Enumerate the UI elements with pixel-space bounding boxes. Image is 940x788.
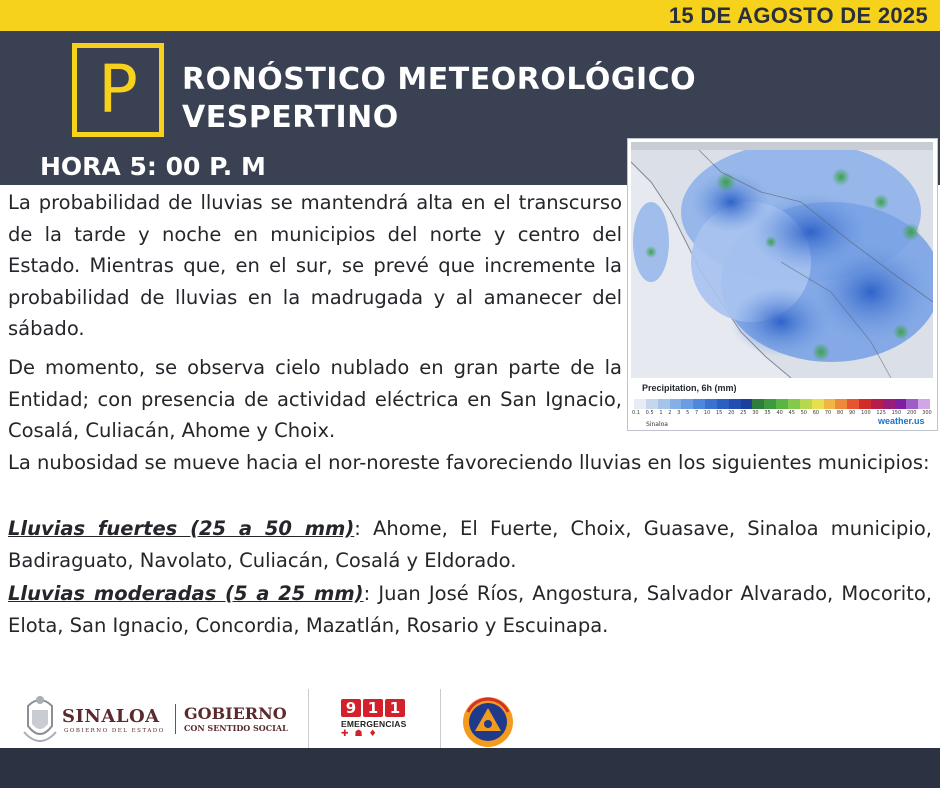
scale-swatch [824, 399, 836, 409]
date-label: 15 DE AGOSTO DE 2025 [668, 3, 928, 28]
map-caption: Precipitation, 6h (mm) [642, 383, 737, 393]
paragraph-cloud-movement: La nubosidad se mueve hacia el nor-noreste favoreciendo lluvias en los siguientes municipios: [8, 451, 930, 474]
footer-logos [0, 682, 940, 748]
scale-tick: 3 [677, 410, 681, 416]
scale-tick: 2 [668, 410, 672, 416]
scale-tick: 5 [686, 410, 690, 416]
digit: 1 [385, 699, 405, 717]
scale-swatch [918, 399, 930, 409]
proteccion-civil-icon [462, 696, 514, 748]
heavy-rain-label: Lluvias fuertes (25 a 50 mm) [8, 517, 355, 540]
digit: 9 [341, 699, 361, 717]
scale-tick: 45 [788, 410, 795, 416]
moderate-rain-label: Lluvias moderadas (5 a 25 mm) [8, 582, 364, 605]
scale-tick: 30 [752, 410, 759, 416]
scale-tick: 125 [876, 410, 886, 416]
title-line-1: RONÓSTICO METEOROLÓGICO [182, 62, 697, 97]
sinaloa-logo-subtitle: GOBIERNO DEL ESTADO [64, 728, 165, 734]
scale-swatch [835, 399, 847, 409]
scale-swatch [812, 399, 824, 409]
scale-swatch [883, 399, 895, 409]
scale-swatch [752, 399, 764, 409]
heavy-rain-paragraph [8, 513, 932, 576]
paragraph-forecast: La probabilidad de lluvias se mantendrá alta en el transcurso de la tarde y noche en municipios del norte y centro del Estado. Mientras que, en el sur, se prevé que incremente la probabilidad de lluvias en la madrugada y al amanecer del sábado. [8, 191, 622, 340]
map-brand: weather.us [878, 416, 925, 426]
map-color-scale [634, 399, 930, 409]
heavy-rain-list: : Ahome, El Fuerte, Choix, Guasave, Sinaloa municipio, Badiraguato, Navolato, Culiacán, Cosalá y Eldorado. [8, 517, 932, 572]
bottom-bar [0, 748, 940, 788]
map-image [631, 142, 933, 378]
moderate-rain-list: : Juan José Ríos, Angostura, Salvador Alvarado, Mocorito, Elota, San Ignacio, Concordia, Mazatlán, Rosario y Escuinapa. [8, 582, 933, 637]
scale-tick: 40 [776, 410, 783, 416]
scale-tick: 15 [715, 410, 723, 416]
scale-swatch [646, 399, 658, 409]
scale-swatch [634, 399, 646, 409]
scale-tick: 100 [861, 410, 871, 416]
emergencias-911-logo [341, 699, 405, 749]
title-line-2: VESPERTINO [182, 100, 399, 135]
map-graphic [631, 142, 933, 378]
precipitation-map [627, 138, 938, 431]
scale-swatch [658, 399, 670, 409]
scale-swatch [741, 399, 753, 409]
emergencias-label: EMERGENCIAS [341, 719, 407, 729]
scale-swatch [895, 399, 907, 409]
scale-swatch [764, 399, 776, 409]
gobierno-logo-name: GOBIERNO [184, 704, 287, 723]
scale-tick: 35 [764, 410, 771, 416]
scale-tick: 0.1 [632, 410, 640, 416]
scale-tick: 7 [694, 410, 699, 416]
logo-divider [175, 704, 176, 734]
scale-swatch [800, 399, 812, 409]
emergency-digits [341, 699, 405, 717]
scale-swatch [670, 399, 682, 409]
map-region-label: Sinaloa [646, 421, 668, 428]
scale-tick: 90 [849, 410, 856, 416]
page-title [182, 61, 696, 137]
scale-swatch [705, 399, 717, 409]
title-initial: P [98, 51, 138, 128]
scale-swatch [693, 399, 705, 409]
digit: 1 [363, 699, 383, 717]
scale-tick: 200 [906, 410, 917, 416]
scale-tick: 0.5 [645, 410, 654, 416]
footer-separator [440, 689, 441, 749]
emergency-services-icons: ✚☗♦ [341, 729, 383, 739]
title-initial-box [72, 43, 164, 137]
state-coat-of-arms-icon [22, 692, 58, 748]
scale-swatch [871, 399, 883, 409]
scale-swatch [681, 399, 693, 409]
scale-swatch [859, 399, 871, 409]
scale-swatch [717, 399, 729, 409]
scale-tick: 25 [740, 410, 747, 416]
scale-tick: 60 [812, 410, 820, 416]
footer-separator [308, 689, 309, 749]
scale-swatch [847, 399, 859, 409]
paragraph-current: De momento, se observa cielo nublado en gran parte de la Entidad; con presencia de actividad eléctrica en San Ignacio, Cosalá, Culiacán, Ahome y Choix. [8, 356, 622, 442]
scale-swatch [729, 399, 741, 409]
scale-tick: 1 [659, 410, 663, 416]
date-bar [0, 0, 940, 31]
scale-tick: 50 [800, 410, 807, 416]
gobierno-logo-subtitle: CON SENTIDO SOCIAL [184, 723, 288, 733]
scale-tick: 20 [728, 410, 735, 416]
scale-tick: 150 [891, 410, 902, 416]
scale-swatch [906, 399, 918, 409]
scale-tick: 80 [836, 410, 844, 416]
time-label: HORA 5: 00 P. M [40, 152, 266, 181]
scale-tick: 300 [922, 410, 932, 416]
sinaloa-logo-name: SINALOA [62, 706, 160, 727]
scale-swatch [776, 399, 788, 409]
moderate-rain-paragraph [8, 578, 932, 641]
scale-tick: 10 [703, 410, 711, 416]
scale-swatch [788, 399, 800, 409]
scale-tick: 70 [824, 410, 832, 416]
